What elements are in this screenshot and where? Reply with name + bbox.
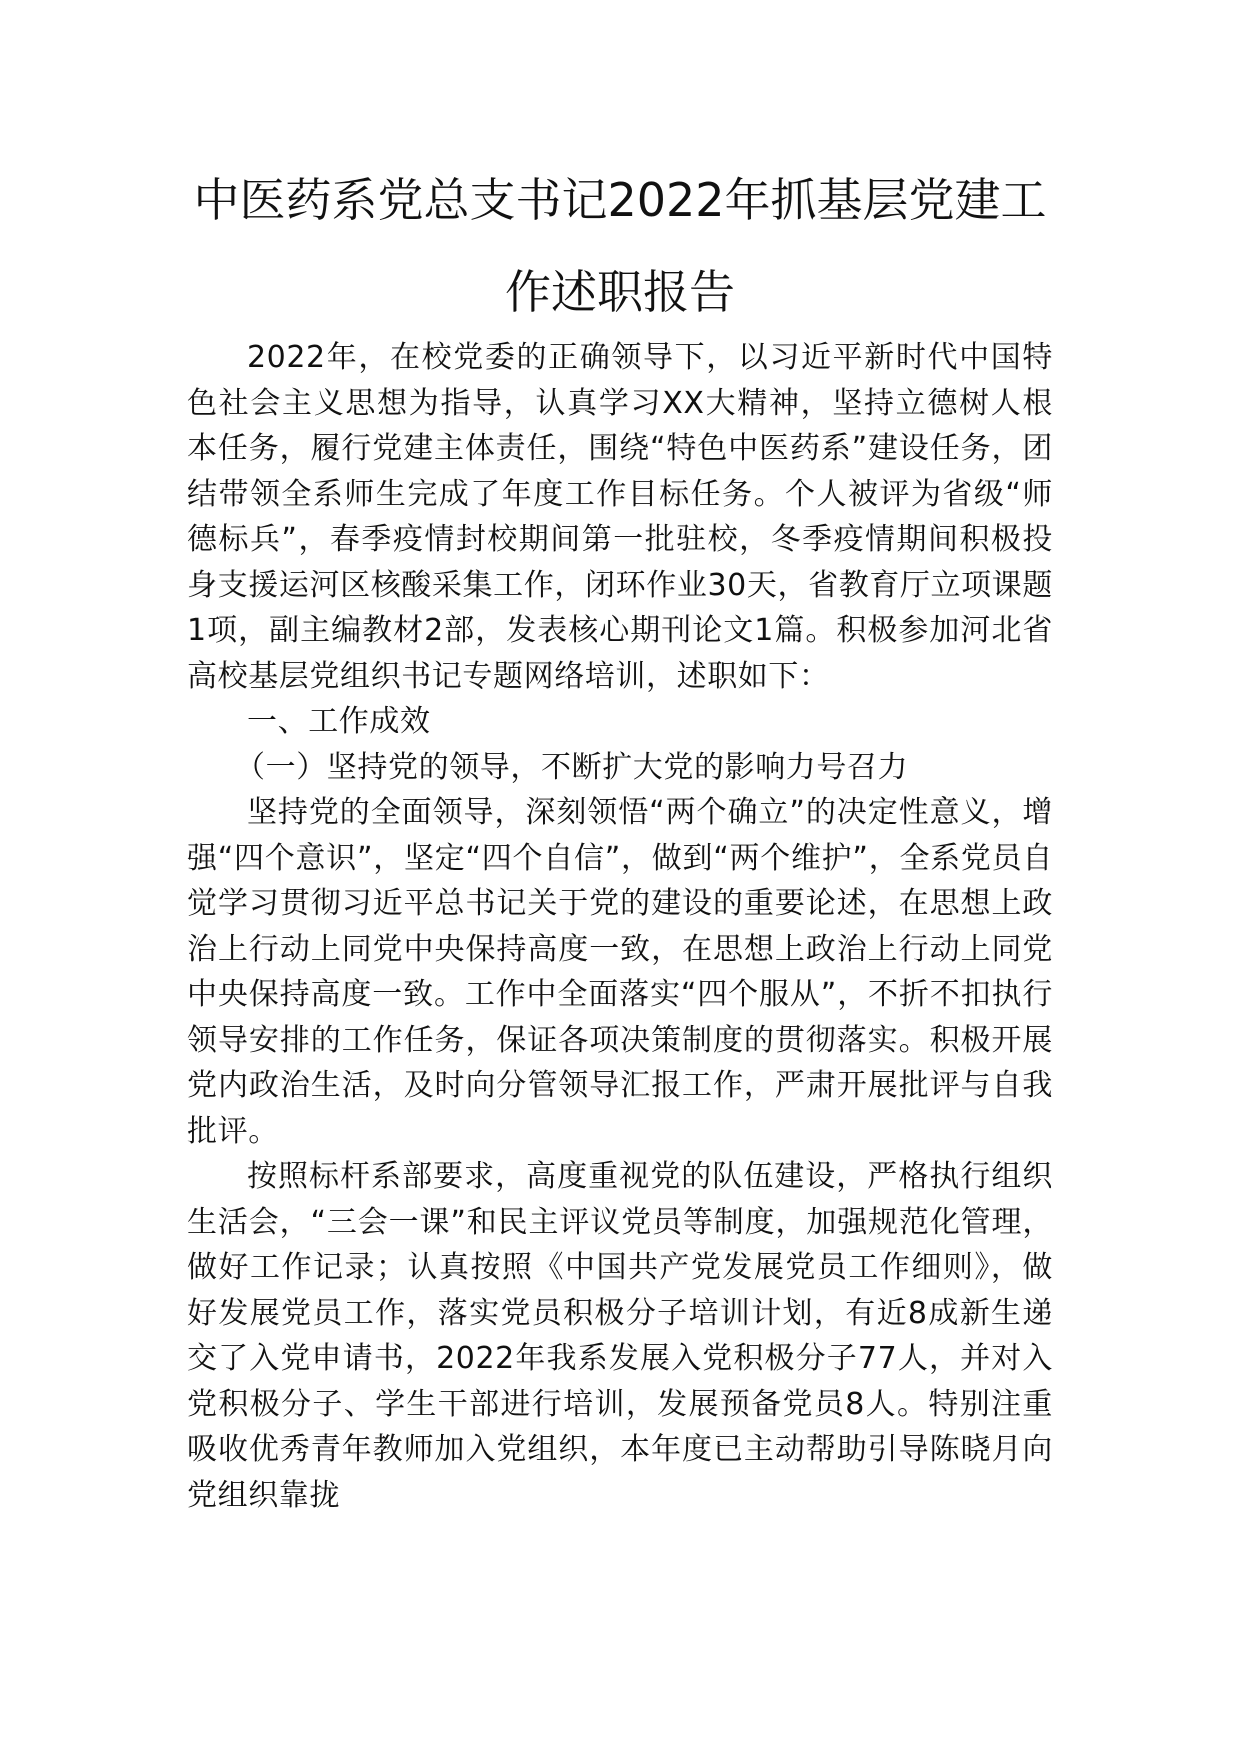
document-title-line-2: 作述职报告 bbox=[505, 265, 735, 319]
subsection-heading: （一）坚持党的领导，不断扩大党的影响力号召力 bbox=[235, 749, 909, 785]
document-title-line-1: 中医药系党总支书记2022年抓基层党建工 bbox=[193, 173, 1047, 227]
body-paragraph: 坚持党的全面领导，深刻领悟“两个确立”的决定性意义，增强“四个意识”，坚定“四个自信”，做到“两个维护”，全系党员自觉学习贯彻习近平总书记关于党的建设的重要论述，在思想上政治上行动上同党中央保持高度一致，在思想上政治上行动上同党中央保持高度一致。工作中全面落实“四个服从”，不折不扣执行领导安排的工作任务，保证各项决策制度的贯彻落实。积极开展党内政治生活，及时向分管领导汇报工作，严肃开展批评与自我批评。 bbox=[187, 795, 1053, 1149]
document-body bbox=[187, 335, 1053, 1518]
intro-paragraph: 2022年，在校党委的正确领导下，以习近平新时代中国特色社会主义思想为指导，认真学习XX大精神，坚持立德树人根本任务，履行党建主体责任，围绕“特色中医药系”建设任务，团结带领全系师生完成了年度工作目标任务。个人被评为省级“师德标兵”，春季疫情封校期间第一批驻校，冬季疫情期间积极投身支援运河区核酸采集工作，闭环作业30天，省教育厅立项课题1项，副主编教材2部，发表核心期刊论文1篇。积极参加河北省高校基层党组织书记专题网络培训，述职如下： bbox=[187, 340, 1053, 694]
body-paragraph: 按照标杆系部要求，高度重视党的队伍建设，严格执行组织生活会，“三会一课”和民主评议党员等制度，加强规范化管理，做好工作记录；认真按照《中国共产党发展党员工作细则》，做好发展党员工作，落实党员积极分子培训计划，有近8成新生递交了入党申请书，2022年我系发展入党积极分子77人，并对入党积极分子、学生干部进行培训，发展预备党员8人。特别注重吸收优秀青年教师加入党组织，本年度已主动帮助引导陈晓月向党组织靠拢 bbox=[187, 1159, 1053, 1513]
section-heading: 一、工作成效 bbox=[247, 704, 431, 739]
